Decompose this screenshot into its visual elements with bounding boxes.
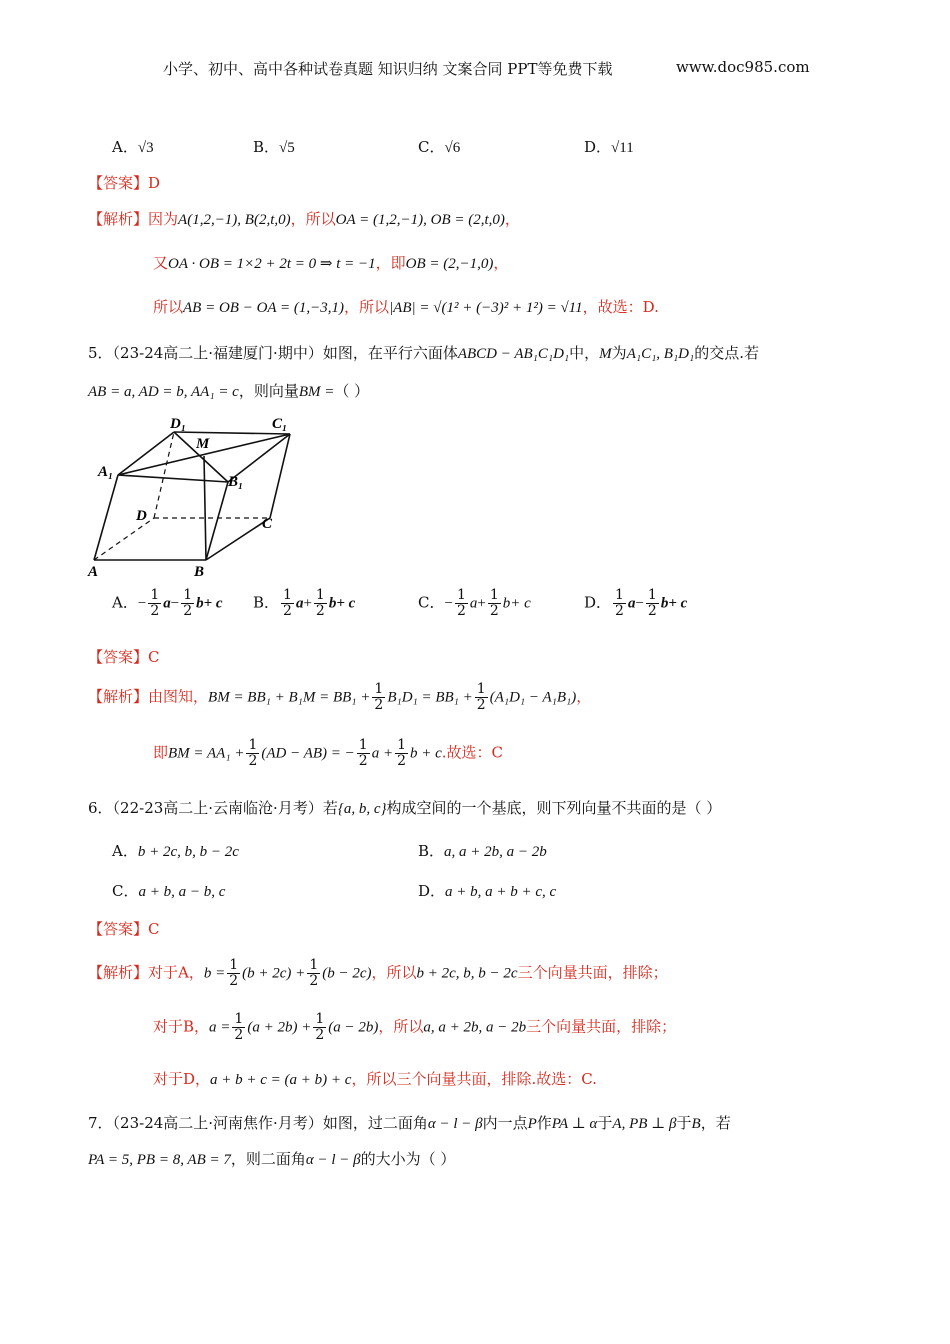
text: ，所以 [290, 210, 336, 228]
math: a, a + 2b, a − 2b [423, 1019, 527, 1036]
answer-value: C [148, 920, 160, 938]
vector-tail: + c [668, 595, 688, 612]
math: AB = OB − OA = (1,−3,1) [183, 300, 345, 316]
fraction-half: $\frac{1}{2}$ [234, 1011, 244, 1043]
answer-value: C [148, 648, 160, 666]
text: 为 [611, 344, 627, 362]
math: (b + 2c) + [242, 965, 306, 982]
q5-option-d [584, 588, 687, 619]
fraction-half: $\frac{1}{2}$ [456, 587, 466, 619]
q6-analysis-b [153, 1012, 676, 1043]
option-value: √11 [611, 140, 634, 156]
fraction-half: $\frac{1}{2}$ [358, 737, 368, 769]
text: 的交点.若 [694, 344, 759, 362]
answer-tag: 【答案】 [88, 648, 149, 666]
text: .故选：C [441, 743, 504, 762]
q6-option-c [112, 880, 225, 901]
text: 三个向量共面，排除； [517, 963, 668, 982]
answer-value: D [148, 174, 161, 192]
q6-analysis-d [153, 1068, 597, 1089]
math: PA ⊥ α [551, 1116, 598, 1132]
text: ，所以三个向量共面，排除.故选：C. [351, 1070, 597, 1088]
edge-A1B1 [118, 475, 228, 482]
label-A: A [88, 564, 99, 580]
math: B [691, 1116, 701, 1132]
fraction-half: $\frac{1}{2}$ [315, 587, 325, 619]
edge-D1C1 [174, 432, 290, 434]
q6-option-b [418, 840, 547, 861]
q5-option-c [418, 588, 531, 619]
edge-AA1 [94, 475, 118, 560]
option-value: √3 [137, 140, 154, 156]
q4-analysis-line3 [153, 296, 659, 317]
header-text: 小学、初中、高中各种试卷真题 知识归纳 文案合同 PPT等免费下载 [163, 60, 613, 78]
analysis-tag: 【解析】 [88, 963, 149, 982]
math: AB = a, AD = b, AA₁ = c [88, 384, 239, 400]
vector: b [660, 595, 669, 612]
text: 于 [597, 1114, 613, 1132]
fraction-half: $\frac{1}{2}$ [309, 957, 319, 989]
sign: − [170, 595, 180, 612]
math: a + [371, 745, 394, 762]
math: (AD − AB) = − [261, 745, 355, 762]
label-D: D [136, 508, 147, 524]
q4-option-b [253, 136, 295, 157]
math: OA = (1,2,−1), OB = (2,t,0) [335, 212, 505, 228]
q5-analysis-line1 [88, 682, 591, 713]
text: 由图知， [148, 687, 209, 706]
text: 对于D， [153, 1070, 211, 1088]
math: BM = [298, 384, 335, 400]
analysis-tag: 【解析】 [88, 210, 149, 228]
option-label: C． [418, 593, 445, 612]
math: P [527, 1116, 537, 1132]
text: 构成空间的一个基底，则下列向量不共面的是（ ） [386, 799, 722, 817]
text: （ ） [334, 382, 370, 400]
sign: + [477, 595, 486, 612]
option-label: D． [418, 882, 446, 900]
q5-stem-line2 [88, 380, 369, 401]
math: OB = (2,−1,0) [405, 256, 494, 272]
text: 又 [153, 254, 169, 272]
text: ， [493, 254, 509, 272]
q4-analysis-line2 [153, 252, 508, 273]
math: (a + 2b) + [247, 1019, 312, 1036]
q5-answer [88, 646, 160, 667]
option-value: √6 [444, 140, 461, 156]
q7-stem-line1 [88, 1112, 731, 1133]
fraction-half: $\frac{1}{2}$ [489, 587, 499, 619]
vector-tail: + c [336, 595, 356, 612]
option-label: C． [112, 882, 139, 900]
math: BM = AA₁ + [168, 745, 245, 762]
math: OA · OB = 1×2 + 2t = 0 ⇒ t = −1 [168, 256, 376, 272]
option-value: a + b, a − b, c [138, 884, 226, 900]
label-D1: D₁ [170, 416, 187, 432]
fraction-half: $\frac{1}{2}$ [150, 587, 160, 619]
sign: − [635, 595, 644, 612]
fraction-half: $\frac{1}{2}$ [229, 957, 239, 989]
option-value: a + b, a + b + c, c [445, 884, 557, 900]
math: {a, b, c} [337, 801, 387, 817]
math: b = [203, 965, 226, 982]
vector: a [627, 595, 636, 612]
text: 所以 [153, 298, 184, 316]
sign: − [137, 595, 147, 612]
vector-tail: + c [203, 595, 223, 612]
option-label: B． [418, 842, 445, 860]
segment-BM [204, 456, 206, 560]
text: 7．（23-24高二上·河南焦作·月考）如图，过二面角 [88, 1114, 428, 1132]
label-A1: A₁ [98, 464, 114, 480]
q5-stem-line1 [88, 342, 759, 363]
math: M [599, 346, 612, 362]
label-C1: C₁ [272, 416, 288, 432]
answer-tag: 【答案】 [88, 920, 149, 938]
math: (a − 2b) [328, 1019, 379, 1036]
analysis-tag: 【解析】 [88, 687, 149, 706]
edge-AD-hidden [94, 518, 154, 560]
parallelepiped-figure [80, 410, 310, 580]
math: A₁C₁, B₁D₁ [626, 346, 695, 362]
text: 6．（22-23高二上·云南临沧·月考）若 [88, 799, 338, 817]
vector: b [196, 595, 204, 612]
option-label: D． [584, 138, 612, 156]
text: 即 [153, 743, 169, 762]
fraction-half: $\frac{1}{2}$ [183, 587, 193, 619]
text: 中， [569, 344, 600, 362]
option-value: √5 [279, 140, 295, 156]
fraction-half: $\frac{1}{2}$ [476, 681, 486, 713]
answer-tag: 【答案】 [88, 174, 149, 192]
fraction-half: $\frac{1}{2}$ [647, 587, 657, 619]
q6-analysis-a [88, 958, 668, 989]
text: 作 [536, 1114, 552, 1132]
math: b + 2c, b, b − 2c [416, 965, 518, 982]
q6-stem [88, 797, 721, 818]
math: a + b + c = (a + b) + c [210, 1072, 352, 1088]
q6-answer [88, 918, 160, 939]
option-label: A． [112, 593, 138, 612]
math: a = [209, 1019, 231, 1036]
label-B: B [194, 564, 205, 580]
text: 三个向量共面，排除； [526, 1017, 677, 1036]
text: ，即 [375, 254, 406, 272]
fraction-half: $\frac{1}{2}$ [315, 1011, 325, 1043]
fraction-half: $\frac{1}{2}$ [374, 681, 384, 713]
math: ABCD − AB₁C₁D₁ [457, 346, 570, 362]
text: 于 [676, 1114, 692, 1132]
vector: b [502, 595, 511, 612]
vector: a [163, 595, 171, 612]
text: ， [504, 210, 520, 228]
fraction-half: $\frac{1}{2}$ [283, 587, 292, 619]
text: 因为 [148, 210, 179, 228]
q4-analysis-line1 [88, 208, 520, 229]
vector: b [328, 595, 337, 612]
q5-option-b [253, 588, 355, 619]
option-label: A． [112, 842, 138, 860]
sign: + [303, 595, 312, 612]
text: ， [576, 687, 592, 706]
text: 内一点 [482, 1114, 528, 1132]
option-label: C． [418, 138, 445, 156]
label-C: C [262, 516, 273, 532]
q4-option-c [418, 136, 460, 157]
text: 对于A， [148, 963, 204, 982]
text: ，所以 [344, 298, 390, 316]
math: A, PB ⊥ β [612, 1116, 677, 1132]
text: ，所以 [371, 963, 417, 982]
label-B1: B₁ [228, 474, 244, 490]
option-label: B． [253, 138, 280, 156]
math: α − l − β [305, 1152, 361, 1168]
q7-stem-line2 [88, 1148, 455, 1169]
option-value: b + 2c, b, b − 2c [137, 844, 239, 860]
text: ，所以 [378, 1017, 424, 1036]
math: α − l − β [427, 1116, 483, 1132]
math: A(1,2,−1), B(2,t,0) [178, 212, 291, 228]
option-label: D． [584, 593, 612, 612]
option-value: a, a + 2b, a − 2b [444, 844, 547, 860]
text: 对于B， [153, 1017, 210, 1036]
text: ，故选：D. [582, 298, 659, 316]
fraction-half: $\frac{1}{2}$ [248, 737, 258, 769]
vector-tail: + c [510, 595, 531, 612]
q4-option-a [112, 136, 154, 157]
header-url[interactable]: www.doc985.com [676, 58, 810, 76]
text: 的大小为（ ） [360, 1150, 456, 1168]
vector: a [295, 595, 304, 612]
text: ，则二面角 [230, 1150, 306, 1168]
math: B₁D₁ = BB₁ + [387, 689, 473, 706]
math: b + c [409, 745, 442, 762]
text: 5．（23-24高二上·福建厦门·期中）如图，在平行六面体 [88, 344, 458, 362]
math: |AB| = √(1² + (−3)² + 1²) = √11 [389, 300, 583, 316]
math: (A₁D₁ − A₁B₁) [489, 689, 577, 706]
math: PA = 5, PB = 8, AB = 7 [88, 1152, 231, 1168]
q4-option-d [584, 136, 634, 157]
sign: − [444, 595, 453, 612]
vector: a [469, 595, 478, 612]
fraction-half: $\frac{1}{2}$ [397, 737, 406, 769]
q6-option-a [112, 840, 239, 861]
math: BM = BB₁ + B₁M = BB₁ + [208, 689, 371, 706]
q4-answer [88, 172, 160, 193]
fraction-half: $\frac{1}{2}$ [615, 587, 624, 619]
text: ，则向量 [238, 382, 299, 400]
q5-option-a [112, 588, 223, 619]
text: ，若 [700, 1114, 731, 1132]
option-label: A． [112, 138, 138, 156]
math: (b − 2c) [322, 965, 372, 982]
label-M: M [196, 436, 210, 452]
q5-analysis-line2 [153, 738, 503, 769]
option-label: B． [253, 593, 280, 612]
q6-option-d [418, 880, 556, 901]
